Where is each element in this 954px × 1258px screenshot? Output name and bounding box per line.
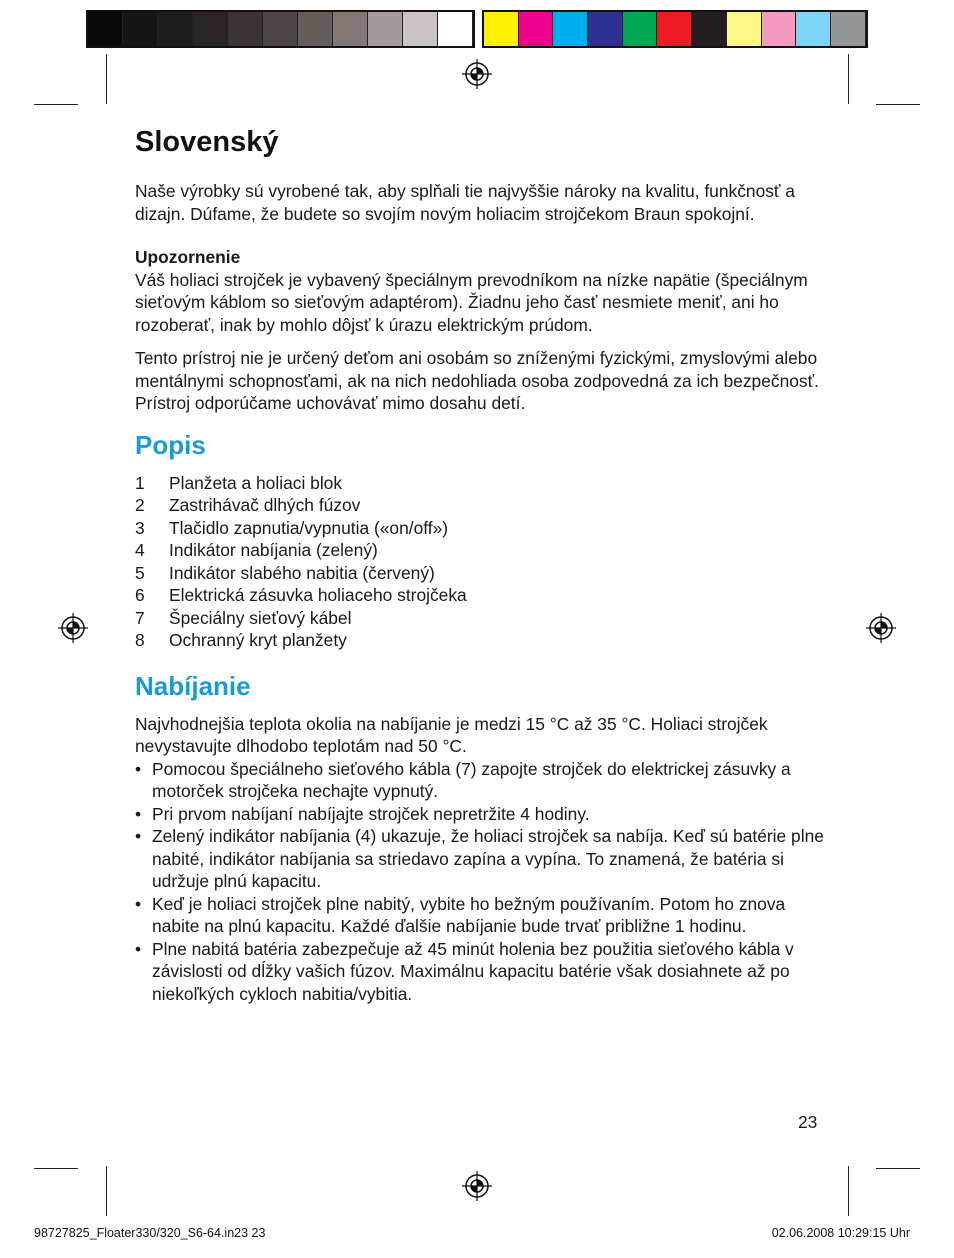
registration-mark-icon <box>462 59 492 89</box>
list-item <box>135 607 825 630</box>
charging-intro: Najvhodnejšia teplota okolia na nabíjanie je medzi 15 °C až 35 °C. Holiaci strojček nevystavujte dlhodobo teplotám nad 50 °C. <box>135 713 768 756</box>
safety-paragraph: Tento prístroj nie je určený deťom ani osobám so zníženými fyzickými, zmyslovými alebo mentálnymi schopnosťami, ak na nich nedohliada osoba zodpovedná za ich bezpečnosť. Prístroj odporúčame uchovávať mimo dosahu detí. <box>135 348 819 413</box>
item-text: Zastrihávač dlhých fúzov <box>169 495 361 515</box>
charging-bullet-list <box>135 758 825 1006</box>
intro-paragraph: Naše výrobky sú vyrobené tak, aby splňali tie najvyššie nároky na kvalitu, funkčnosť a dizajn. Dúfame, že budete so svojím novým holiacim strojčekom Braun spokojní. <box>135 181 795 224</box>
color-swatch <box>588 12 623 46</box>
list-item <box>135 562 825 585</box>
bullet-icon: • <box>135 803 142 824</box>
color-swatch <box>368 12 403 46</box>
bullet-text: Pri prvom nabíjaní nabíjajte strojček nepretržite 4 hodiny. <box>152 803 590 824</box>
item-text: Tlačidlo zapnutia/vypnutia («on/off») <box>169 517 449 538</box>
list-item <box>135 803 825 826</box>
item-number: 6 <box>135 585 145 605</box>
list-item <box>135 825 825 893</box>
color-swatch <box>333 12 368 46</box>
color-swatch <box>692 12 727 46</box>
crop-mark <box>876 104 920 105</box>
item-text: Planžeta a holiaci blok <box>169 472 343 493</box>
list-item <box>135 517 825 540</box>
page-number: 23 <box>798 1112 818 1132</box>
page-content <box>135 124 825 1005</box>
grayscale-color-bar <box>88 12 473 46</box>
color-swatch <box>831 12 866 46</box>
color-swatch <box>519 12 554 46</box>
charging-heading: Nabíjanie <box>135 670 251 701</box>
color-swatch <box>657 12 692 46</box>
item-number: 8 <box>135 630 145 650</box>
color-swatch <box>158 12 193 46</box>
color-swatch <box>796 12 831 46</box>
color-swatch <box>623 12 658 46</box>
list-item <box>135 584 825 607</box>
crop-mark <box>876 1168 920 1169</box>
process-color-bar <box>484 12 866 46</box>
item-number: 5 <box>135 562 145 583</box>
description-heading: Popis <box>135 429 206 460</box>
item-text: Elektrická zásuvka holiaceho strojčeka <box>169 585 467 605</box>
list-item <box>135 893 825 938</box>
color-swatch <box>123 12 158 46</box>
color-swatch <box>88 12 123 46</box>
page-title: Slovenský <box>135 126 279 158</box>
bullet-icon: • <box>135 893 142 914</box>
color-swatch <box>484 12 519 46</box>
item-text: Ochranný kryt planžety <box>169 630 347 650</box>
color-swatch <box>228 12 263 46</box>
bullet-icon: • <box>135 938 142 959</box>
parts-list <box>135 472 825 652</box>
warning-paragraph: Váš holiaci strojček je vybavený špeciálnym prevodníkom na nízke napätie (špeciálnym sieťovým káblom so sieťovým adaptérom). Žiadnu jeho časť nesmiete meniť, ani ho rozoberať, inak by mohlo dôjsť k úrazu elektrickým prúdom. <box>135 269 808 335</box>
warning-heading: Upozornenie <box>135 247 241 267</box>
color-swatch <box>298 12 333 46</box>
crop-mark <box>34 1168 78 1169</box>
color-swatch <box>727 12 762 46</box>
list-item <box>135 472 825 495</box>
bullet-text: Pomocou špeciálneho sieťového kábla (7) zapojte strojček do elektrickej zásuvky a motorček strojčeka nechajte vypnutý. <box>152 758 791 801</box>
bullet-text: Keď je holiaci strojček plne nabitý, vybite ho bežným používaním. Potom ho znova nabite na plnú kapacitu. Každé ďalšie nabíjanie bude trvať približne 1 hodinu. <box>152 893 786 936</box>
color-swatch <box>403 12 438 46</box>
list-item <box>135 629 825 652</box>
crop-mark <box>34 104 78 105</box>
item-text: Indikátor nabíjania (zelený) <box>169 540 378 560</box>
footer-timestamp: 02.06.2008 10:29:15 Uhr <box>771 1226 910 1240</box>
crop-mark <box>848 54 849 104</box>
list-item <box>135 494 825 517</box>
item-number: 3 <box>135 517 145 538</box>
list-item <box>135 758 825 803</box>
bullet-icon: • <box>135 826 142 846</box>
color-swatch <box>263 12 298 46</box>
color-swatch <box>553 12 588 46</box>
item-text: Špeciálny sieťový kábel <box>169 607 352 628</box>
list-item <box>135 539 825 562</box>
registration-mark-icon <box>462 1171 492 1201</box>
color-swatch <box>193 12 228 46</box>
item-number: 2 <box>135 495 145 515</box>
color-swatch <box>762 12 797 46</box>
registration-mark-icon <box>58 613 88 643</box>
item-text: Indikátor slabého nabitia (červený) <box>169 562 435 583</box>
crop-mark <box>848 1166 849 1216</box>
bullet-icon: • <box>135 758 142 779</box>
crop-mark <box>106 54 107 104</box>
bullet-text: Plne nabitá batéria zabezpečuje až 45 minút holenia bez použitia sieťového kábla v závislosti od dĺžky vašich fúzov. Maximálnu kapacitu batérie však dosiahnete až po niekoľkých cykloch nabitia/vybitia. <box>152 938 794 1004</box>
bullet-text: Zelený indikátor nabíjania (4) ukazuje, že holiaci strojček sa nabíja. Keď sú batérie plne nabité, indikátor nabíjania sa striedavo zapína a vypína. To znamená, že batéria si udržuje plnú kapacitu. <box>152 826 824 891</box>
item-number: 4 <box>135 540 145 560</box>
footer-file-info: 98727825_Floater330/320_S6-64.in23 23 <box>34 1226 266 1240</box>
color-swatch <box>438 12 473 46</box>
item-number: 7 <box>135 607 145 628</box>
crop-mark <box>106 1166 107 1216</box>
registration-mark-icon <box>866 613 896 643</box>
list-item <box>135 938 825 1006</box>
item-number: 1 <box>135 472 145 493</box>
